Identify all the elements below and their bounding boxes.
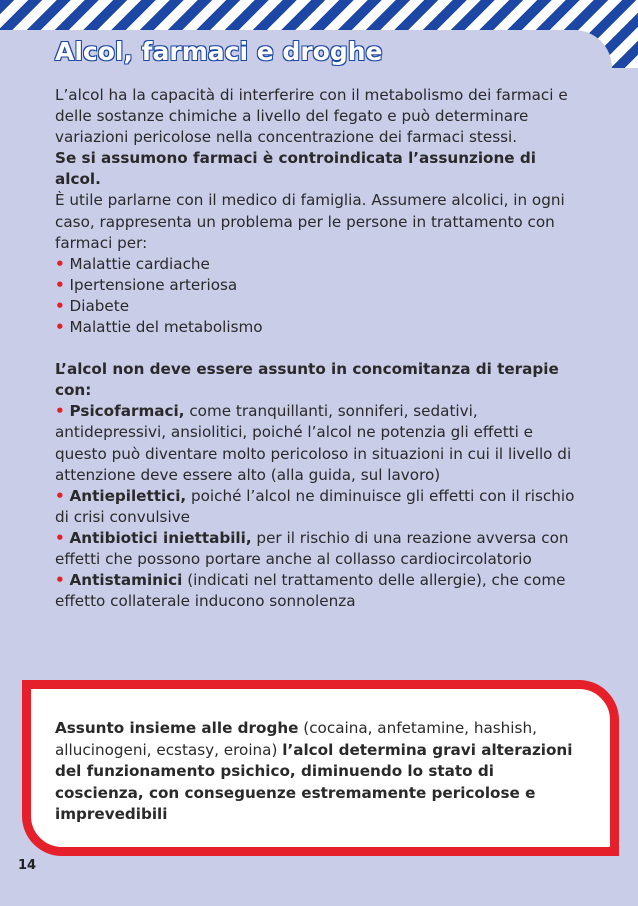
bullet-icon: •: [55, 254, 65, 273]
bullet-icon: •: [55, 318, 65, 337]
page-number: 14: [18, 858, 37, 873]
list-item: • Antibiotici iniettabili, per il rischio di una reazione avversa con effetti che possono portare anche al collasso cardiocircolatorio: [55, 528, 569, 568]
intro-paragraph: L’alcol ha la capacità di interferire con il metabolismo dei farmaci e delle sostanze chimiche a livello del fegato e può determinare variazioni pericolose nella concentrazione dei farmaci stessi.: [55, 86, 568, 147]
bullet-icon: •: [55, 571, 65, 590]
page-title: Alcol, farmaci e droghe: [55, 37, 383, 66]
bullet-icon: •: [55, 486, 65, 505]
therapy-heading: L’alcol non deve essere assunto in concomitanza di terapie con:: [55, 360, 559, 400]
intro-advice: È utile parlarne con il medico di famiglia. Assumere alcolici, in ogni caso, rappresenta un problema per le persone in trattamento con farmaci per:: [55, 191, 565, 252]
list-item: • Ipertensione arteriosa: [55, 275, 238, 294]
list-item: • Diabete: [55, 296, 130, 315]
main-content: [55, 85, 585, 612]
bullet-icon: •: [55, 296, 65, 315]
list-item: • Psicofarmaci, come tranquillanti, sonniferi, sedativi, antidepressivi, ansiolitici, poiché l’alcol ne potenzia gli effetti e questo può diventare molto pericoloso in situazioni in cui il livello di attenzione deve essere alto (alla guida, sul lavoro): [55, 402, 572, 484]
bullet-icon: •: [55, 528, 65, 547]
list-item: • Antiepilettici, poiché l’alcol ne diminuisce gli effetti con il rischio di crisi convulsive: [55, 486, 575, 526]
intro-warning: Se si assumono farmaci è controindicata l’assunzione di alcol.: [55, 149, 536, 189]
list-item: • Antistaminici (indicati nel trattamento delle allergie), che come effetto collaterale inducono sonnolenza: [55, 571, 566, 611]
bullet-icon: •: [55, 275, 65, 294]
bullet-icon: •: [55, 402, 65, 421]
list-item: • Malattie del metabolismo: [55, 318, 263, 337]
list-item: • Malattie cardiache: [55, 254, 210, 273]
therapies-list: [55, 401, 585, 612]
warning-box-text: Assunto insieme alle droghe (cocaina, anfetamine, hashish, allucinogeni, ecstasy, eroina) l’alcol determina gravi alterazioni del funzionamento psichico, diminuendo lo stato di coscienza, con conseguenze estremamente pericolose e imprevedibili: [55, 719, 573, 823]
conditions-list: [55, 254, 585, 338]
